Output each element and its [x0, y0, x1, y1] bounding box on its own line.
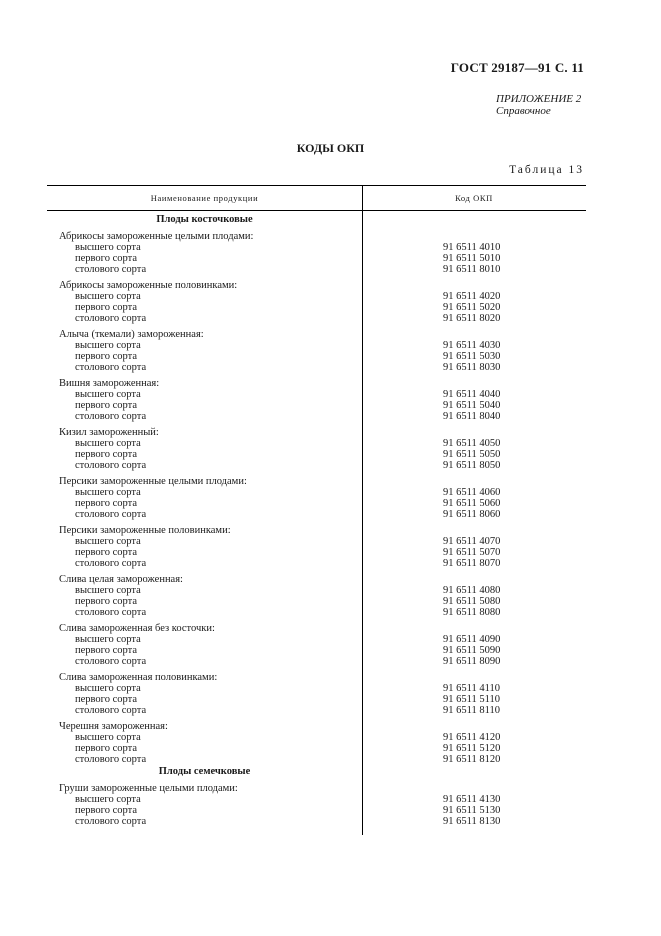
okp-code: 91 6511 5080 — [443, 596, 501, 607]
product-group-row — [47, 672, 586, 683]
okp-code: 91 6511 8130 — [443, 816, 501, 827]
grade-label: первого сорта — [75, 449, 137, 460]
grade-label: столового сорта — [75, 607, 147, 618]
okp-code: 91 6511 5110 — [443, 694, 500, 705]
column-header-code: Код ОКП — [455, 193, 493, 203]
okp-code: 91 6511 8020 — [443, 313, 501, 324]
table-row — [47, 362, 586, 373]
okp-code: 91 6511 4040 — [443, 389, 501, 400]
table-row — [47, 302, 586, 313]
table-row — [47, 291, 586, 302]
grade-label: высшего сорта — [75, 634, 141, 645]
table-row — [47, 732, 586, 743]
okp-code: 91 6511 4020 — [443, 291, 501, 302]
table-row — [47, 596, 586, 607]
grade-label: высшего сорта — [75, 438, 141, 449]
product-group-row — [47, 574, 586, 585]
table-row — [47, 694, 586, 705]
table-row — [47, 351, 586, 362]
appendix-title: ПРИЛОЖЕНИЕ 2 — [496, 93, 582, 105]
product-group-name: Абрикосы замороженные целыми плодами: — [59, 231, 254, 242]
table-row — [47, 449, 586, 460]
table-row — [47, 264, 586, 275]
grade-label: столового сорта — [75, 509, 147, 520]
table-row — [47, 607, 586, 618]
grade-label: столового сорта — [75, 816, 147, 827]
product-group-row — [47, 231, 586, 242]
table-row — [47, 253, 586, 264]
okp-code: 91 6511 8060 — [443, 509, 501, 520]
grade-label: столового сорта — [75, 754, 147, 765]
grade-label: первого сорта — [75, 302, 137, 313]
product-group-name: Слива замороженная без косточки: — [59, 623, 215, 634]
grade-label: столового сорта — [75, 362, 147, 373]
okp-code: 91 6511 4110 — [443, 683, 500, 694]
table-row — [47, 536, 586, 547]
table-row — [47, 487, 586, 498]
product-group-name: Персики замороженные целыми плодами: — [59, 476, 247, 487]
product-group-row — [47, 427, 586, 438]
product-group-name: Персики замороженные половинками: — [59, 525, 231, 536]
grade-label: первого сорта — [75, 805, 137, 816]
standard-header: ГОСТ 29187—91 С. 11 — [450, 60, 584, 75]
grade-label: столового сорта — [75, 656, 147, 667]
grade-label: первого сорта — [75, 547, 137, 558]
grade-label: первого сорта — [75, 498, 137, 509]
table-top-rule — [47, 185, 586, 186]
okp-code: 91 6511 4120 — [443, 732, 501, 743]
table-row — [47, 705, 586, 716]
table-row — [47, 400, 586, 411]
okp-code: 91 6511 5020 — [443, 302, 501, 313]
product-group-name: Абрикосы замороженные половинками: — [59, 280, 238, 291]
table-header-rule — [47, 210, 586, 211]
product-group-row — [47, 623, 586, 634]
grade-label: первого сорта — [75, 694, 137, 705]
grade-label: высшего сорта — [75, 732, 141, 743]
grade-label: столового сорта — [75, 460, 147, 471]
product-group-row — [47, 378, 586, 389]
table-row — [47, 683, 586, 694]
grade-label: первого сорта — [75, 645, 137, 656]
product-group-row — [47, 280, 586, 291]
table-row — [47, 242, 586, 253]
product-group-row — [47, 525, 586, 536]
product-group-row — [47, 476, 586, 487]
product-group-name: Слива целая замороженная: — [59, 574, 183, 585]
grade-label: высшего сорта — [75, 536, 141, 547]
table-row — [47, 634, 586, 645]
okp-code: 91 6511 5120 — [443, 743, 501, 754]
table-row — [47, 743, 586, 754]
table-row — [47, 498, 586, 509]
okp-code: 91 6511 5060 — [443, 498, 501, 509]
grade-label: высшего сорта — [75, 291, 141, 302]
okp-code: 91 6511 4080 — [443, 585, 501, 596]
product-group-name: Груши замороженные целыми плодами: — [59, 783, 238, 794]
product-group-row — [47, 721, 586, 732]
okp-code: 91 6511 8070 — [443, 558, 501, 569]
okp-code: 91 6511 8120 — [443, 754, 501, 765]
okp-code: 91 6511 4060 — [443, 487, 501, 498]
okp-code: 91 6511 8050 — [443, 460, 501, 471]
okp-code: 91 6511 5130 — [443, 805, 501, 816]
table-row — [47, 816, 586, 827]
grade-label: высшего сорта — [75, 585, 141, 596]
okp-code: 91 6511 5050 — [443, 449, 501, 460]
grade-label: высшего сорта — [75, 340, 141, 351]
grade-label: столового сорта — [75, 705, 147, 716]
table-row — [47, 547, 586, 558]
product-group-name: Вишня замороженная: — [59, 378, 160, 389]
product-group-name: Алыча (ткемали) замороженная: — [59, 329, 204, 340]
okp-code: 91 6511 8040 — [443, 411, 501, 422]
table-row — [47, 460, 586, 471]
category-heading — [47, 765, 586, 778]
category-label: Плоды косточковые — [156, 214, 253, 225]
table-row — [47, 656, 586, 667]
product-group-row — [47, 783, 586, 794]
product-group-name: Кизил замороженный: — [59, 427, 159, 438]
grade-label: столового сорта — [75, 264, 147, 275]
table-body — [47, 213, 586, 827]
grade-label: первого сорта — [75, 351, 137, 362]
grade-label: высшего сорта — [75, 683, 141, 694]
okp-code: 91 6511 5090 — [443, 645, 501, 656]
grade-label: столового сорта — [75, 558, 147, 569]
product-group-name: Черешня замороженная: — [59, 721, 168, 732]
grade-label: первого сорта — [75, 743, 137, 754]
appendix-block — [496, 93, 581, 117]
table-row — [47, 794, 586, 805]
column-header-name: Наименование продукции — [150, 193, 259, 203]
okp-code: 91 6511 4070 — [443, 536, 501, 547]
grade-label: высшего сорта — [75, 242, 141, 253]
okp-code: 91 6511 4010 — [443, 242, 501, 253]
category-label: Плоды семечковые — [158, 766, 251, 777]
grade-label: высшего сорта — [75, 487, 141, 498]
okp-code: 91 6511 5010 — [443, 253, 501, 264]
okp-code: 91 6511 8080 — [443, 607, 501, 618]
okp-code: 91 6511 5070 — [443, 547, 501, 558]
table-row — [47, 509, 586, 520]
grade-label: первого сорта — [75, 253, 137, 264]
table-row — [47, 313, 586, 324]
product-group-name: Слива замороженная половинками: — [59, 672, 218, 683]
okp-code: 91 6511 4130 — [443, 794, 501, 805]
table-label: Таблица 13 — [509, 164, 584, 176]
grade-label: первого сорта — [75, 596, 137, 607]
okp-code: 91 6511 8110 — [443, 705, 500, 716]
okp-code: 91 6511 8010 — [443, 264, 501, 275]
grade-label: высшего сорта — [75, 794, 141, 805]
okp-code: 91 6511 4050 — [443, 438, 501, 449]
product-group-row — [47, 329, 586, 340]
table-row — [47, 585, 586, 596]
table-row — [47, 411, 586, 422]
okp-code: 91 6511 8030 — [443, 362, 501, 373]
page-title: КОДЫ ОКП — [296, 141, 365, 155]
category-heading — [47, 213, 586, 226]
okp-code: 91 6511 5040 — [443, 400, 501, 411]
grade-label: столового сорта — [75, 411, 147, 422]
okp-code: 91 6511 5030 — [443, 351, 501, 362]
grade-label: столового сорта — [75, 313, 147, 324]
table-row — [47, 438, 586, 449]
table-row — [47, 389, 586, 400]
okp-code: 91 6511 4090 — [443, 634, 501, 645]
table-row — [47, 754, 586, 765]
table-row — [47, 340, 586, 351]
grade-label: высшего сорта — [75, 389, 141, 400]
table-row — [47, 558, 586, 569]
okp-code: 91 6511 8090 — [443, 656, 501, 667]
okp-code: 91 6511 4030 — [443, 340, 501, 351]
table-row — [47, 805, 586, 816]
grade-label: первого сорта — [75, 400, 137, 411]
appendix-note: Справочное — [496, 105, 551, 117]
table-row — [47, 645, 586, 656]
